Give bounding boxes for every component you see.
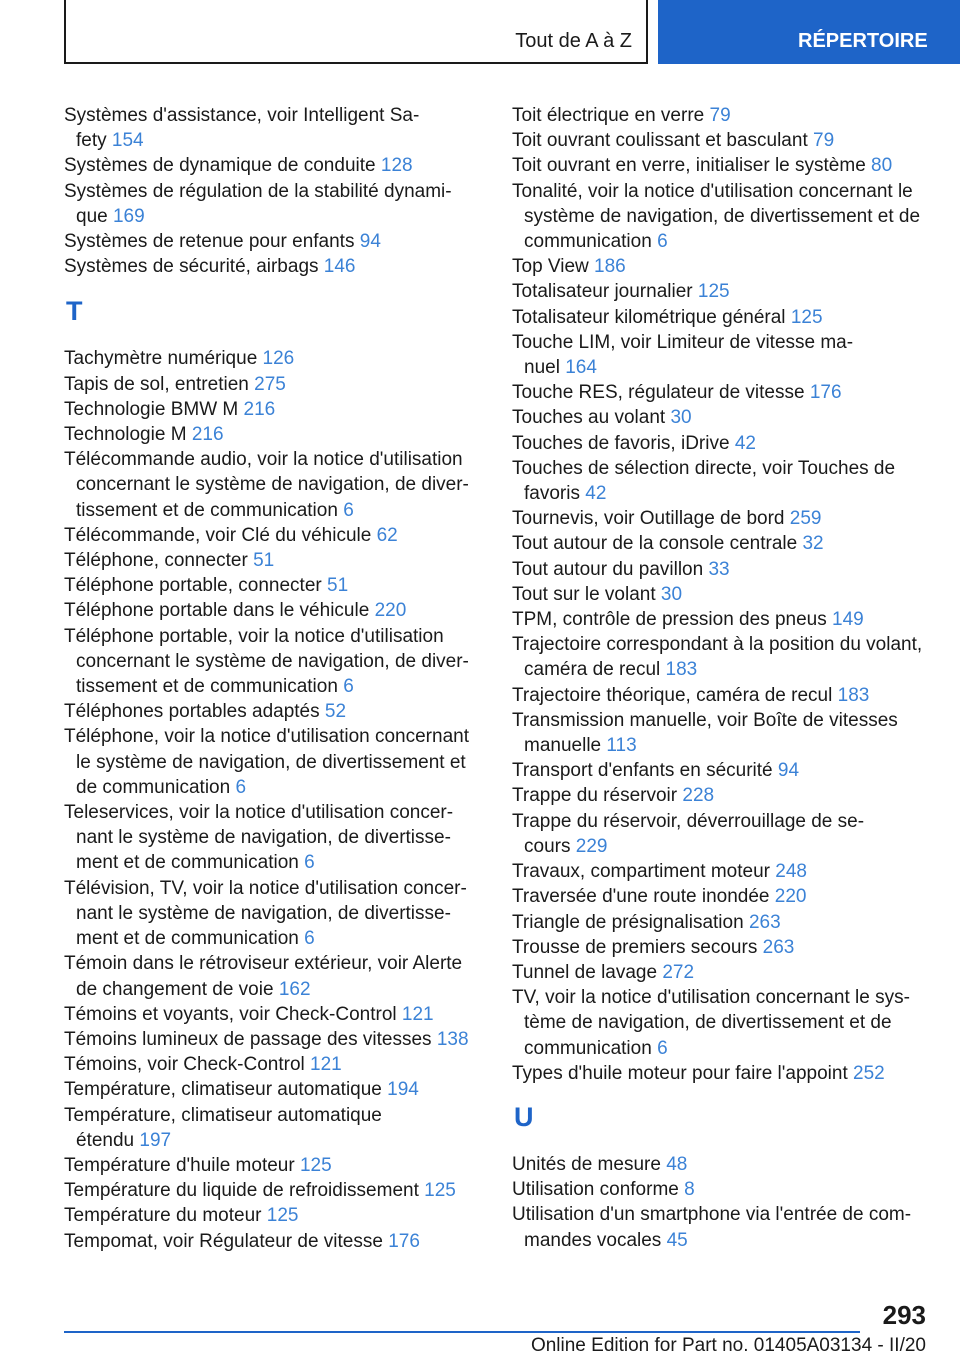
page-reference-link[interactable]: 263	[748, 911, 781, 933]
index-entry[interactable]	[512, 456, 927, 506]
index-entry-text: concernant le système de navigation, de diver-	[76, 474, 469, 496]
index-entry[interactable]	[512, 859, 927, 884]
page-reference-link[interactable]: 183	[665, 659, 698, 681]
index-entry-text: Trajectoire théorique, caméra de recul	[512, 684, 833, 706]
index-entry-text: Température du liquide de refroidissement	[64, 1180, 419, 1202]
page-reference-link[interactable]: 146	[323, 256, 356, 278]
index-entry[interactable]	[512, 153, 927, 178]
index-entry-text: Systèmes de dynamique de conduite	[64, 155, 376, 177]
index-entry-text: Toit électrique en verre	[512, 105, 705, 126]
index-entry-text: Témoins lumineux de passage des vitesses	[64, 1028, 432, 1050]
page-reference-link[interactable]: 113	[606, 735, 637, 757]
index-entry-text: Technologie BMW M	[64, 398, 239, 420]
page-reference-link[interactable]: 162	[278, 978, 311, 1000]
index-entry-text: Tempomat, voir Régulateur de vitesse	[64, 1230, 383, 1252]
page-reference-link[interactable]: 216	[191, 424, 224, 446]
index-entry[interactable]	[512, 557, 927, 582]
index-entry[interactable]	[512, 128, 927, 153]
page-reference-link[interactable]: 94	[777, 760, 800, 782]
index-entry-text: Toit ouvrant en verre, initialiser le système	[512, 155, 866, 177]
index-entry-text: Toit ouvrant coulissant et basculant	[512, 130, 808, 152]
page-reference-link[interactable]: 94	[359, 231, 381, 253]
index-entry[interactable]	[64, 548, 476, 573]
index-entry-text: TV, voir la notice d'utilisation concernant le sys-	[512, 987, 910, 1009]
index-entry-text: Systèmes de sécurité, airbags	[64, 256, 319, 278]
index-entry[interactable]	[512, 960, 927, 985]
index-entry[interactable]	[64, 372, 476, 397]
index-entry-text: Témoin dans le rétroviseur extérieur, voir Alerte	[64, 953, 463, 975]
index-entry-text: Tout autour du pavillon	[512, 558, 704, 580]
index-entry-text: Température du moteur	[64, 1205, 262, 1227]
index-entry-text: Télécommande audio, voir la notice d'utilisation	[64, 449, 463, 471]
index-entry-text: Tunnel de lavage	[512, 961, 658, 983]
page-reference-link[interactable]: 125	[790, 306, 823, 328]
index-entry-text: Température, climatiseur automatique	[64, 1079, 382, 1101]
index-entry-text: Témoins et voyants, voir Check-Control	[64, 1003, 397, 1025]
page-reference-link[interactable]: 6	[235, 776, 247, 798]
index-entry[interactable]	[64, 1077, 476, 1102]
index-entry-text: étendu	[76, 1129, 135, 1151]
index-entry-text: Téléphone portable, connecter	[64, 575, 322, 597]
index-entry-text: que	[76, 205, 108, 227]
page-reference-link[interactable]: 8	[684, 1179, 695, 1201]
index-entry[interactable]	[512, 683, 927, 708]
index-entry[interactable]	[64, 876, 476, 952]
page-reference-link[interactable]: 62	[376, 524, 398, 546]
index-entry[interactable]	[512, 1202, 927, 1252]
page-reference-link[interactable]: 51	[327, 575, 349, 597]
index-entry-text: Téléphone portable, voir la notice d'utilisation	[64, 625, 444, 647]
index-entry-text: Unités de mesure	[512, 1153, 661, 1175]
index-letter-heading: T	[66, 296, 83, 327]
index-entry-text: nant le système de navigation, de divertisse-	[76, 827, 451, 849]
section-title: Tout de A à Z	[515, 30, 632, 52]
page-reference-link[interactable]: 6	[304, 852, 315, 874]
page-reference-link[interactable]: 80	[871, 155, 893, 177]
page-reference-link[interactable]: 30	[660, 583, 683, 605]
page-reference-link[interactable]: 6	[343, 499, 354, 521]
index-entry-text: Tout sur le volant	[512, 583, 656, 605]
index-entry[interactable]	[512, 758, 927, 783]
footer-divider	[64, 1331, 860, 1333]
index-entry[interactable]	[64, 229, 476, 254]
page-reference-link[interactable]: 52	[324, 701, 347, 723]
page-reference-link[interactable]: 229	[575, 835, 608, 857]
page-reference-link[interactable]: 79	[709, 105, 731, 126]
index-entry-text: manuelle	[524, 735, 602, 757]
index-entry-text: concernant le système de navigation, de diver-	[76, 650, 469, 672]
index-entry-text: Teleservices, voir la notice d'utilisation concer-	[64, 802, 454, 824]
index-entry-text: Systèmes de retenue pour enfants	[64, 231, 355, 253]
index-entry[interactable]	[512, 103, 927, 128]
page-reference-link[interactable]: 275	[254, 373, 286, 395]
index-entry-text: Touches de favoris, iDrive	[512, 432, 730, 454]
index-entry-text: Téléphone portable dans le véhicule	[64, 600, 370, 622]
index-entry-text: tissement et de communication	[76, 676, 338, 698]
page-reference-link[interactable]: 6	[304, 928, 315, 950]
index-entry[interactable]	[64, 724, 476, 800]
page-reference-link[interactable]: 194	[387, 1079, 419, 1101]
index-entry[interactable]	[512, 431, 927, 456]
index-entry[interactable]	[64, 346, 476, 371]
index-entry[interactable]	[64, 1027, 476, 1052]
index-entry-text: Température, climatiseur automatique	[64, 1104, 382, 1126]
index-entry[interactable]	[64, 447, 476, 523]
index-entry[interactable]	[64, 800, 476, 876]
index-entry[interactable]	[64, 1153, 476, 1178]
page-reference-link[interactable]: 197	[139, 1129, 172, 1151]
page-reference-link[interactable]: 272	[662, 961, 695, 983]
index-entry-text: système de navigation, de divertissement et de	[524, 205, 921, 227]
page-reference-link[interactable]: 125	[299, 1154, 332, 1176]
page-reference-link[interactable]: 121	[310, 1054, 342, 1076]
index-entry-text: Tonalité, voir la notice d'utilisation concernant le	[512, 180, 913, 202]
index-entry[interactable]	[512, 632, 927, 682]
page-reference-link[interactable]: 126	[262, 348, 295, 370]
index-entry[interactable]	[64, 523, 476, 548]
index-entry[interactable]	[64, 573, 476, 598]
index-entry-text: cours	[524, 835, 571, 857]
page-reference-link[interactable]: 154	[111, 130, 144, 152]
index-entry-text: mandes vocales	[524, 1229, 662, 1251]
index-entry-text: favoris	[524, 483, 580, 505]
section-header	[64, 0, 648, 64]
index-entry-text: Trappe du réservoir, déverrouillage de se-	[512, 810, 865, 832]
index-entry-text: Trappe du réservoir	[512, 785, 678, 807]
index-entry-text: nuel	[524, 357, 560, 379]
index-entry[interactable]	[64, 397, 476, 422]
index-entry[interactable]	[512, 380, 927, 405]
page-reference-link[interactable]: 164	[565, 357, 597, 379]
index-entry-text: Tapis de sol, entretien	[64, 373, 249, 395]
page-reference-link[interactable]: 125	[697, 281, 730, 303]
index-entry-text: Technologie M	[64, 424, 187, 446]
index-entry-text: de communication	[76, 776, 231, 798]
page-reference-link[interactable]: 186	[594, 256, 626, 278]
index-entry[interactable]	[512, 405, 927, 430]
index-entry[interactable]	[64, 1052, 476, 1077]
page-reference-link[interactable]: 228	[682, 785, 715, 807]
page-reference-link[interactable]: 79	[813, 130, 835, 152]
index-entry[interactable]	[512, 1152, 927, 1177]
index-column-right	[512, 103, 927, 1253]
index-entry[interactable]	[512, 330, 927, 380]
page-reference-link[interactable]: 259	[789, 508, 822, 530]
page-reference-link[interactable]: 125	[266, 1205, 299, 1227]
index-entry[interactable]	[64, 153, 476, 178]
index-entry-text: tissement et de communication	[76, 499, 338, 521]
index-entry-text: Tout autour de la console centrale	[512, 533, 798, 555]
index-entry[interactable]	[64, 103, 476, 153]
index-entry-text: Témoins, voir Check-Control	[64, 1054, 305, 1076]
index-entry[interactable]	[64, 598, 476, 623]
index-entry-text: Touche RES, régulateur de vitesse	[512, 382, 805, 404]
page-reference-link[interactable]: 169	[112, 205, 145, 227]
index-entry-text: tème de navigation, de divertissement et de	[524, 1012, 892, 1034]
index-entry-text: Touche LIM, voir Limiteur de vitesse ma-	[512, 331, 854, 353]
index-entry[interactable]	[512, 708, 927, 758]
index-entry[interactable]	[512, 809, 927, 859]
page-number: 293	[882, 1300, 926, 1330]
index-entry-text: Utilisation conforme	[512, 1179, 679, 1201]
index-entry-text: Téléphone, connecter	[64, 550, 248, 572]
page-reference-link[interactable]: 183	[837, 684, 870, 706]
page-reference-link[interactable]: 45	[666, 1229, 688, 1251]
page-reference-link[interactable]: 42	[734, 432, 756, 454]
index-tab[interactable]	[658, 0, 960, 64]
index-entry[interactable]	[64, 1229, 476, 1254]
page-reference-link[interactable]: 176	[388, 1230, 420, 1252]
page-reference-link[interactable]: 125	[424, 1180, 456, 1202]
index-entry-text: Touches de sélection directe, voir Touches de	[512, 457, 896, 479]
index-entry[interactable]	[512, 935, 927, 960]
index-entry-text: Téléphones portables adaptés	[64, 701, 320, 723]
page-reference-link[interactable]: 51	[253, 550, 275, 572]
index-entry-text: TPM, contrôle de pression des pneus	[512, 609, 827, 631]
index-entry[interactable]	[512, 531, 927, 556]
index-entry-text: caméra de recul	[524, 659, 661, 681]
index-entry-text: Transmission manuelle, voir Boîte de vitesses	[512, 709, 898, 731]
index-entry-text: Traversée d'une route inondée	[512, 886, 770, 908]
index-column-left	[64, 103, 476, 1254]
index-entry[interactable]	[64, 1103, 476, 1153]
index-letter-heading: U	[514, 1101, 534, 1132]
index-entry[interactable]	[512, 279, 927, 304]
index-entry[interactable]	[512, 305, 927, 330]
index-entry-text: communication	[524, 1037, 652, 1059]
page-reference-link[interactable]: 128	[380, 155, 413, 177]
page-reference-link[interactable]: 32	[802, 533, 824, 555]
index-entry-text: Systèmes d'assistance, voir Intelligent Sa-	[64, 105, 420, 126]
index-entry[interactable]	[64, 951, 476, 1001]
index-entry[interactable]	[64, 1203, 476, 1228]
page-reference-link[interactable]: 220	[374, 600, 407, 622]
page-reference-link[interactable]: 33	[708, 558, 730, 580]
index-entry[interactable]	[64, 422, 476, 447]
page-reference-link[interactable]: 176	[809, 382, 842, 404]
index-entry-text: Totalisateur kilométrique général	[512, 306, 786, 328]
page-reference-link[interactable]: 42	[585, 483, 607, 505]
page-reference-link[interactable]: 48	[666, 1153, 688, 1175]
page-reference-link[interactable]: 216	[243, 398, 276, 420]
index-entry-text: Utilisation d'un smartphone via l'entrée de com-	[512, 1204, 912, 1226]
index-entry[interactable]	[512, 985, 927, 1061]
index-entry-text: Top View	[512, 256, 589, 278]
index-entry-text: communication	[524, 231, 652, 253]
index-entry[interactable]	[64, 254, 476, 279]
index-entry-text: Téléphone, voir la notice d'utilisation concernant	[64, 726, 469, 748]
index-entry-text: ment et de communication	[76, 852, 299, 874]
index-tab-label: RÉPERTOIRE	[798, 30, 928, 52]
index-entry-text: Systèmes de régulation de la stabilité dynami-	[64, 180, 452, 202]
index-entry[interactable]	[512, 506, 927, 531]
index-entry[interactable]	[512, 582, 927, 607]
index-entry-text: Travaux, compartiment moteur	[512, 861, 770, 883]
index-entry[interactable]	[64, 1178, 476, 1203]
index-entry-text: Transport d'enfants en sécurité	[512, 760, 773, 782]
index-entry-text: Télécommande, voir Clé du véhicule	[64, 524, 372, 546]
index-entry[interactable]	[64, 699, 476, 724]
index-entry-text: de changement de voie	[76, 978, 274, 1000]
index-entry-text: Triangle de présignalisation	[512, 911, 744, 933]
index-entry-text: Totalisateur journalier	[512, 281, 693, 303]
index-entry-text: Touches au volant	[512, 407, 666, 429]
index-entry[interactable]	[512, 1177, 927, 1202]
page-reference-link[interactable]: 138	[436, 1028, 469, 1050]
page-reference-link[interactable]: 6	[657, 1037, 668, 1059]
index-entry-text: Trousse de premiers secours	[512, 936, 758, 958]
index-entry[interactable]	[512, 179, 927, 255]
index-entry-text: Tournevis, voir Outillage de bord	[512, 508, 785, 530]
page-reference-link[interactable]: 6	[657, 231, 668, 253]
page-reference-link[interactable]: 149	[832, 609, 864, 631]
index-entry[interactable]	[512, 254, 927, 279]
index-entry-text: Trajectoire correspondant à la position du volant,	[512, 634, 923, 656]
page-reference-link[interactable]: 6	[343, 676, 354, 698]
index-entry[interactable]	[512, 910, 927, 935]
page-reference-link[interactable]: 121	[401, 1003, 434, 1025]
index-entry[interactable]	[64, 1002, 476, 1027]
index-entry-text: Température d'huile moteur	[64, 1154, 295, 1176]
index-entry[interactable]	[512, 607, 927, 632]
index-entry-text: Types d'huile moteur pour faire l'appoint	[512, 1062, 848, 1084]
index-entry-text: le système de navigation, de divertissement et	[76, 751, 466, 773]
index-entry[interactable]	[64, 624, 476, 700]
index-entry-text: Tachymètre numérique	[64, 348, 258, 370]
page-reference-link[interactable]: 30	[670, 407, 692, 429]
index-entry-text: fety	[76, 130, 107, 152]
index-entry[interactable]	[512, 783, 927, 808]
index-entry[interactable]	[64, 179, 476, 229]
page-reference-link[interactable]: 263	[762, 936, 795, 958]
edition-footer: Online Edition for Part no. 01405A03134 - II/20	[530, 1335, 926, 1356]
index-entry[interactable]	[512, 1061, 927, 1086]
index-entry-text: ment et de communication	[76, 928, 299, 950]
index-entry[interactable]	[512, 884, 927, 909]
page-reference-link[interactable]: 252	[853, 1062, 885, 1084]
index-entry-text: nant le système de navigation, de divertisse-	[76, 902, 451, 924]
index-entry-text: Télévision, TV, voir la notice d'utilisation concer-	[64, 877, 467, 899]
page-reference-link[interactable]: 248	[775, 861, 807, 883]
page-reference-link[interactable]: 220	[774, 886, 807, 908]
